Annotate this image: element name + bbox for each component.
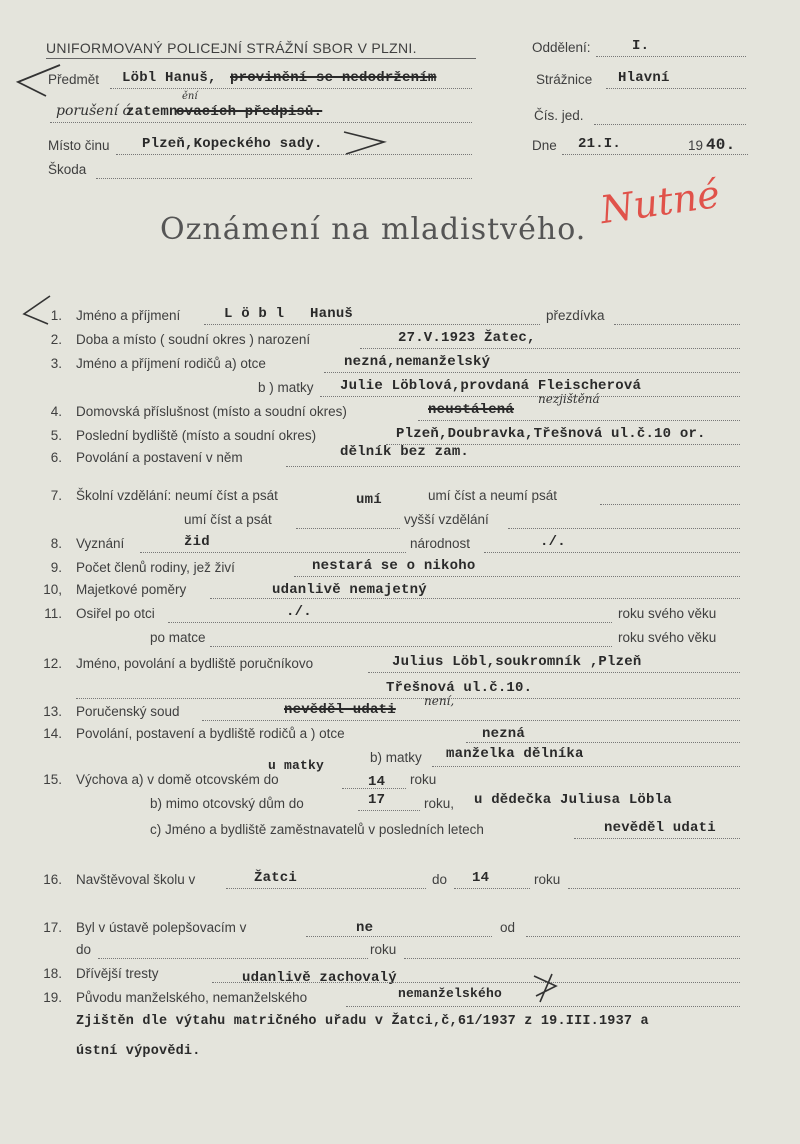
row11-label2: roku svého věku	[618, 606, 717, 621]
row-number: 15.	[43, 772, 62, 787]
row1-value: L ö b l Hanuš	[224, 306, 354, 322]
row-number: 18.	[43, 966, 62, 981]
row1-label: Jméno a příjmení	[76, 308, 181, 323]
row7-label: Školní vzdělání: neumí číst a psát	[76, 488, 278, 503]
row17-value: ne	[356, 920, 374, 936]
row12-label: Jméno, povolání a bydliště poručníkovo	[76, 656, 314, 671]
row12-value: Julius Löbl,soukromník ,Plzeň	[392, 654, 642, 670]
row4-line	[418, 420, 740, 421]
row18-label: Dřívější tresty	[76, 966, 159, 981]
skoda-label: Škoda	[48, 162, 87, 177]
row13-struck: nevěděl udati	[284, 702, 396, 718]
row10-value: udanlivě nemajetný	[272, 582, 427, 598]
row-number: 12.	[43, 656, 62, 671]
straznice-label: Strážnice	[536, 72, 593, 87]
row3-label: Jméno a příjmení rodičů a) otce	[76, 356, 266, 371]
predmet-line-2	[50, 122, 472, 123]
predmet-struck-1: provinění se nedodržením	[230, 70, 437, 86]
row-number: 3.	[50, 356, 62, 371]
row4-struck: neustálená	[428, 402, 515, 418]
row8-line	[140, 552, 406, 553]
row9-value: nestará se o nikoho	[312, 558, 476, 574]
row7b-label2: vyšší vzdělání	[404, 512, 489, 527]
row10-label: Majetkové poměry	[76, 582, 187, 597]
row15-label2: roku	[410, 772, 437, 787]
row15b-line	[358, 810, 420, 811]
row15-over: u matky	[268, 758, 325, 773]
row3-value: nezná,nemanželský	[344, 354, 491, 370]
row19-value: nemanželského	[398, 986, 503, 1001]
row-number: 8.	[50, 536, 62, 551]
urgent-handwritten-mark: Nutné	[597, 171, 723, 233]
row15-label: Výchova a) v domě otcovském do	[76, 772, 279, 787]
row1-line2	[614, 324, 740, 325]
row5-label: Poslední bydliště (místo a soudní okres)	[76, 428, 317, 443]
oddeleni-label: Oddělení:	[532, 40, 591, 55]
row8-value2: ./.	[540, 534, 566, 550]
row16-line3	[568, 888, 740, 889]
row17b-line2	[404, 958, 740, 959]
row15c-line	[574, 838, 740, 839]
predmet-value-2: zatemn	[126, 104, 178, 120]
row18-line	[212, 982, 740, 983]
page-title: Oznámení na mladistvého.	[160, 212, 587, 247]
row-number: 16.	[43, 872, 62, 887]
row14b-label: b) matky	[370, 750, 422, 765]
row-number: 4.	[50, 404, 62, 419]
row10-line	[210, 598, 740, 599]
row16-value: Žatci	[254, 870, 298, 886]
row4-hand: nezjištěná	[538, 392, 600, 406]
row-number: 14.	[43, 726, 62, 741]
row9-label: Počet členů rodiny, jež živí	[76, 560, 235, 575]
row3b-line	[320, 396, 740, 397]
row6-value: dělník bez zam.	[340, 444, 470, 460]
row12b-line	[76, 698, 740, 699]
row17-label: Byl v ústavě polepšovacím v	[76, 920, 247, 935]
header-rule	[46, 58, 476, 59]
misto-value: Plzeň,Kopeckého sady.	[142, 136, 323, 152]
row6-line	[286, 466, 740, 467]
row2-value: 27.V.1923 Žatec,	[398, 330, 536, 346]
row19-line	[346, 1006, 740, 1007]
skoda-line	[96, 178, 472, 179]
row8-label: Vyznání	[76, 536, 125, 551]
row11b-label2: roku svého věku	[618, 630, 717, 645]
predmet-value-1: Löbl Hanuš,	[122, 70, 217, 86]
row11-line	[168, 622, 612, 623]
row16-value2: 14	[472, 870, 490, 886]
cis-jed-line	[594, 124, 746, 125]
row14b-value: manželka dělníka	[446, 746, 584, 762]
row17-line2	[526, 936, 740, 937]
row8-label2: národnost	[410, 536, 471, 551]
row18-value: udanlivě zachovalý	[242, 970, 397, 986]
row8-line2	[484, 552, 740, 553]
row11b-line	[210, 646, 612, 647]
row2-line	[360, 348, 740, 349]
row15b-value2: u dědečka Juliusa Löbla	[474, 792, 672, 808]
dne-label: Dne	[532, 138, 557, 153]
row12b-value: Třešnová ul.č.10.	[386, 680, 533, 696]
row-number: 5.	[50, 428, 62, 443]
row-number: 6.	[50, 450, 62, 465]
predmet-line-1	[110, 88, 472, 89]
row15c-label: c) Jméno a bydliště zaměstnavatelů v posledních letech	[150, 822, 484, 837]
row7-value: umí	[356, 492, 382, 508]
row15c-value: nevěděl udati	[604, 820, 716, 836]
row7-label2: umí číst a neumí psát	[428, 488, 558, 503]
row-number: 7.	[50, 488, 62, 503]
row-number: 2.	[50, 332, 62, 347]
row3-line	[324, 372, 740, 373]
year-value: 40.	[706, 136, 736, 154]
row-number: 17.	[43, 920, 62, 935]
row16-label2: do	[432, 872, 448, 887]
row1-line	[204, 324, 540, 325]
row-number: 19.	[43, 990, 62, 1005]
row15b-label: b) mimo otcovský dům do	[150, 796, 304, 811]
row19-label: Původu manželského, nemanželského	[76, 990, 308, 1005]
straznice-line	[606, 88, 746, 89]
strike-arrow-mark-icon	[526, 970, 566, 1006]
row9-line	[294, 576, 740, 577]
dne-value: 21.I.	[578, 136, 622, 152]
row7b-label: umí číst a psát	[184, 512, 272, 527]
note-line-1: Zjištěn dle výtahu matričného uřadu v Žatci,č,61/1937 z 19.III.1937 a	[76, 1014, 649, 1029]
row13-line	[202, 720, 740, 721]
predmet-label: Předmět	[48, 72, 100, 87]
row14-value: nezná	[482, 726, 526, 742]
row13-label: Poručenský soud	[76, 704, 180, 719]
row12-line	[368, 672, 740, 673]
predmet-hand-1: porušení ó	[56, 103, 131, 119]
row7b-line	[296, 528, 400, 529]
row1-label2: přezdívka	[546, 308, 605, 323]
predmet-hand-2: ění	[182, 91, 198, 102]
row17b-line	[98, 958, 368, 959]
row-number: 1.	[50, 308, 62, 323]
row-number: 9.	[50, 560, 62, 575]
note-line-2: ústní výpovědi.	[76, 1044, 201, 1059]
misto-label: Místo činu	[48, 138, 110, 153]
oddeleni-line	[596, 56, 746, 57]
row-number: 10,	[43, 582, 62, 597]
row5-value: Plzeň,Doubravka,Třešnová ul.č.10 or.	[396, 426, 706, 442]
cis-jed-label: Čís. jed.	[534, 108, 584, 123]
row15-line	[342, 788, 406, 789]
row3b-label: b ) matky	[258, 380, 314, 395]
row14b-line	[432, 766, 740, 767]
row7-line	[600, 504, 740, 505]
row11b-label: po matce	[150, 630, 206, 645]
row4-label: Domovská příslušnost (místo a soudní okres)	[76, 404, 347, 419]
row14-label: Povolání, postavení a bydliště rodičů a ) otce	[76, 726, 345, 741]
row13-hand: není,	[424, 694, 455, 708]
row16-label: Navštěvoval školu v	[76, 872, 196, 887]
row15-value: 14	[368, 774, 386, 790]
row15b-label2: roku,	[424, 796, 455, 811]
row17b-label: do	[76, 942, 92, 957]
row14-line	[466, 742, 740, 743]
row17-line	[306, 936, 492, 937]
row8-value: žid	[184, 534, 210, 550]
oddeleni-value: I.	[632, 38, 650, 54]
straznice-value: Hlavní	[618, 70, 670, 86]
row16-line2	[454, 888, 530, 889]
misto-line	[116, 154, 472, 155]
row7b-line2	[508, 528, 740, 529]
row-number: 13.	[43, 704, 62, 719]
row16-line	[226, 888, 426, 889]
row3b-value: Julie Löblová,provdaná Fleischerová	[340, 378, 642, 394]
dne-line	[562, 154, 748, 155]
row-number: 11.	[44, 606, 62, 621]
row17-label2: od	[500, 920, 516, 935]
row2-label: Doba a místo ( soudní okres ) narození	[76, 332, 311, 347]
row17b-label2: roku	[370, 942, 397, 957]
row11-value: ./.	[286, 604, 312, 620]
year-prefix: 19	[688, 138, 704, 153]
predmet-struck-2: ovacích předpisů.	[176, 104, 323, 120]
row6-label: Povolání a postavení v něm	[76, 450, 243, 465]
row11-label: Osiřel po otci	[76, 606, 155, 621]
organization-heading: UNIFORMOVANÝ POLICEJNÍ STRÁŽNÍ SBOR V PLZNI.	[46, 40, 417, 56]
row16-label3: roku	[534, 872, 561, 887]
row15b-value: 17	[368, 792, 386, 808]
